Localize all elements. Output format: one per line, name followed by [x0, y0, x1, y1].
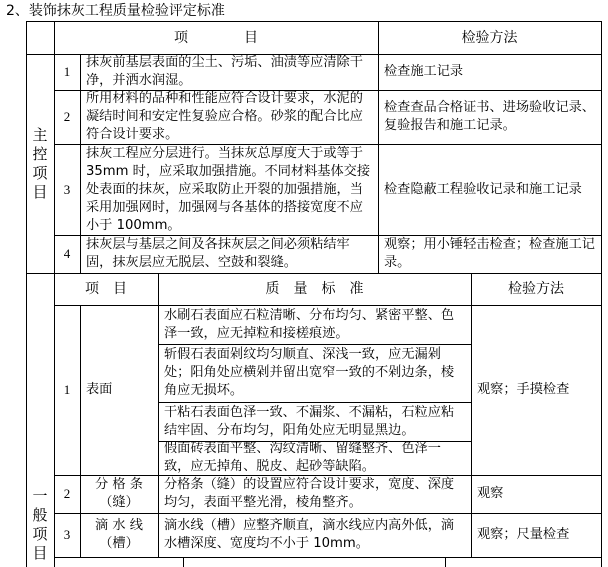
row-content: 抹灰层与基层之间及各抹灰层之间必须粘结牢固，抹灰层应无脱层、空鼓和裂缝。: [86, 237, 350, 270]
section-title: 2、装饰抹灰工程质量检验评定标准: [6, 3, 225, 19]
row-item: 分 格 条（缝）: [95, 477, 143, 510]
category-char: 一: [32, 487, 48, 505]
row-divider: [54, 557, 602, 558]
subheader-method: 检验方法: [508, 281, 564, 297]
col-divider: [445, 557, 446, 567]
category-char: 项: [32, 163, 48, 182]
standard-jiamianzhuan: 假面砖表面平整、沟纹清晰、留缝整齐、色泽一致，应无掉角、脱皮、起砂等缺陷。: [164, 441, 441, 474]
table-border-right: [601, 21, 602, 567]
category-char: 主: [32, 125, 48, 144]
row-method: 观察；尺量检查: [477, 527, 570, 542]
row-method: 检查隐蔽工程验收记录和施工记录: [384, 181, 582, 197]
row-method: 观察；用小锤轻击检查；检查施工记录。: [384, 237, 595, 270]
row-number: 4: [63, 246, 71, 261]
row-method: 观察；手摸检查: [477, 382, 570, 397]
row-number: 3: [63, 527, 71, 542]
category-char: 项: [32, 525, 48, 543]
row-item: 表面: [86, 382, 113, 397]
row-method: 检查查品合格证书、进场验收记录、复验报告和施工记录。: [384, 100, 595, 133]
category-general: [26, 273, 54, 567]
row-content: 抹灰前基层表面的尘土、污垢、油渍等应清除干净，并洒水润湿。: [86, 55, 363, 88]
subheader-item: 项 目: [85, 281, 127, 297]
subheader-standard: 质 量 标 准: [265, 281, 364, 297]
category-char: 般: [32, 506, 48, 524]
standard-shuishuashi: 水刷石表面应石粒清晰、分布均匀、紧密平整、色泽一致，应无掉粒和接槎痕迹。: [164, 307, 455, 341]
row-number: 1: [63, 382, 71, 397]
category-char: 控: [32, 144, 48, 163]
category-char: 目: [32, 182, 48, 201]
row-standard: 滴水线（槽）应整齐顺直，滴水线应内高外低，滴水槽深度、宽度均不小于 10mm。: [164, 518, 455, 551]
row-method: 观察: [477, 486, 504, 501]
row-item: 滴 水 线（槽）: [95, 518, 143, 551]
row-number: 2: [63, 486, 71, 501]
category-char: 目: [32, 544, 48, 562]
row-content: 抹灰工程应分层进行。当抹灰总厚度大于或等于35mm 时，应采取加强措施。不同材料基体交接处表面的抹灰，应采取防止开裂的加强措施，当采用加强网时，加强网与各基体的搭接宽度不应小于 100mm。: [86, 145, 371, 233]
row-number: 2: [63, 109, 71, 124]
category-main-control: [26, 54, 54, 273]
col-divider: [183, 557, 184, 567]
row-standard: 分格条（缝）的设置应符合设计要求，宽度、深度均匀，表面平整光滑，棱角整齐。: [164, 477, 455, 510]
header-method: 检验方法: [461, 29, 518, 46]
standard-ganzhanshi: 干粘石表面色泽一致、不漏浆、不漏粘，石粒应粘结牢固、分布均匀，阳角处应无明显黑边。: [164, 404, 455, 438]
row-number: 1: [63, 64, 71, 79]
standard-zhanjiashi: 斩假石表面剁纹均匀顺直、深浅一致，应无漏剁处；阳角处应横剁并留出宽窄一致的不剁边条，棱角应无损坏。: [164, 347, 455, 398]
row-content: 所用材料的品种和性能应符合设计要求，水泥的凝结时间和安定性复验应合格。砂浆的配合比应符合设计要求。: [86, 91, 363, 142]
header-item: 项 目: [174, 29, 258, 46]
row-number: 3: [63, 181, 71, 197]
row-method: 检查施工记录: [384, 64, 464, 79]
